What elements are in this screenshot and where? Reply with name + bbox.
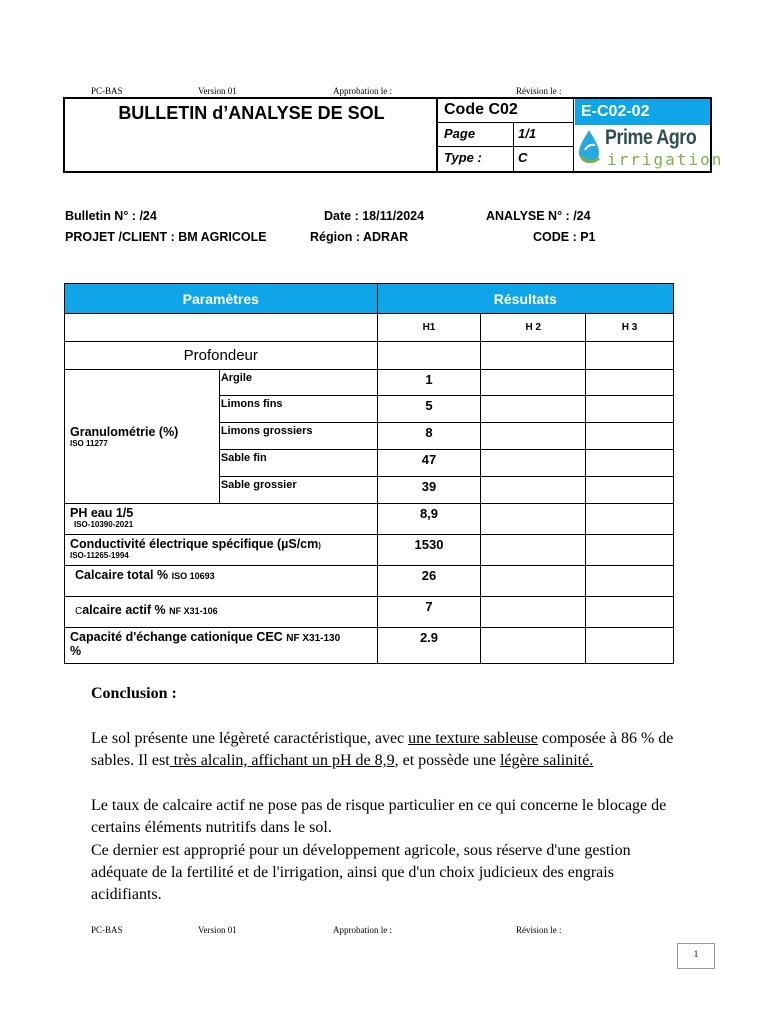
calcaire-actif-h2 (481, 597, 586, 628)
logo-text-primary: Prime Agro (605, 126, 697, 149)
table-header-row (65, 284, 674, 314)
argile-h1: 1 (377, 370, 481, 396)
project-client: PROJET /CLIENT : BM AGRICOLE (65, 230, 267, 244)
logo-text-secondary: irrigation (607, 150, 724, 169)
sable-grossier-h2 (481, 477, 586, 504)
document-title: BULLETIN d’ANALYSE DE SOL (118, 103, 385, 123)
ce-paren: ) (318, 541, 321, 550)
site-code: CODE : P1 (533, 230, 596, 244)
calcaire-actif-initial: C (75, 606, 83, 617)
ce-iso: ISO-11265-1994 (70, 551, 129, 560)
document-header (63, 97, 724, 173)
results-table (64, 283, 674, 664)
sable-fin-label: Sable fin (219, 450, 377, 477)
ph-h1: 8,9 (377, 504, 481, 535)
footer-revision: Révision le : (516, 925, 562, 935)
footer-approbation: Approbation le : (333, 925, 392, 935)
footer-revision: Révision le : (516, 86, 562, 96)
table-row (65, 597, 674, 628)
sable-fin-h2 (481, 450, 586, 477)
cec-iso: NF X31-130 (286, 633, 341, 644)
ph-label: PH eau 1/5 (70, 506, 134, 520)
footer-version: Version 01 (198, 86, 237, 96)
code-label: Code C02 (444, 101, 518, 118)
conclusion-highlight: une texture sableuse (408, 730, 538, 747)
calcaire-actif-h3 (586, 597, 674, 628)
conclusion-text: composée à 86 % de sables. Il est (91, 730, 674, 769)
table-row (65, 342, 674, 370)
calcaire-total-iso: ISO 10693 (171, 571, 215, 581)
granulometrie-iso: ISO 11277 (70, 439, 108, 448)
cec-h1: 2.9 (377, 628, 481, 664)
argile-label: Argile (219, 370, 377, 396)
limons-fins-h3 (586, 396, 674, 423)
profondeur-label: Profondeur (65, 342, 378, 370)
profondeur-h3 (586, 342, 674, 370)
cec-h3 (586, 628, 674, 664)
analysis-number: ANALYSE N° : /24 (486, 209, 591, 223)
type-label: Type : (444, 150, 482, 165)
granulometrie-cell (65, 370, 220, 504)
calcaire-total-label: Calcaire total % (75, 568, 169, 582)
type-value-cell (514, 147, 574, 171)
cec-h2 (481, 628, 586, 664)
footer-pc: PC-BAS (91, 925, 123, 935)
limons-fins-h1: 5 (377, 396, 481, 423)
profondeur-h2 (481, 342, 586, 370)
calcaire-total-h1: 26 (377, 566, 481, 597)
table-row (65, 504, 674, 535)
footer-pc: PC-BAS (91, 86, 123, 96)
table-row (65, 535, 674, 566)
limons-grossiers-label: Limons grossiers (219, 423, 377, 450)
table-row (65, 628, 674, 664)
limons-grossiers-h2 (481, 423, 586, 450)
conclusion-text: , et possède une (394, 752, 500, 769)
document-code: E-C02-02 (575, 99, 710, 125)
argile-h2 (481, 370, 586, 396)
ph-h3 (586, 504, 674, 535)
conclusion-highlight: très alcalin, affichant un pH de 8,9 (169, 752, 395, 769)
title-cell (65, 99, 438, 171)
granulometrie-label: Granulométrie (%) (70, 425, 179, 439)
calcaire-total-h3 (586, 566, 674, 597)
conclusion-text: Le sol présente une légèreté caractéristique, avec (91, 730, 409, 747)
calcaire-actif-cell (65, 597, 378, 628)
table-row (65, 370, 674, 396)
limons-fins-h2 (481, 396, 586, 423)
sable-grossier-h3 (586, 477, 674, 504)
cec-cell (65, 628, 378, 664)
bulletin-number: Bulletin N° : /24 (65, 209, 157, 223)
col-results-header: Résultats (377, 284, 673, 314)
limons-grossiers-h1: 8 (377, 423, 481, 450)
col-params-header: Paramètres (65, 284, 378, 314)
page-value: 1/1 (518, 126, 537, 141)
calcaire-total-cell (65, 566, 378, 597)
footer-approbation: Approbation le : (333, 86, 392, 96)
ph-cell (65, 504, 378, 535)
page-label-cell (438, 123, 514, 147)
cec-unit: % (70, 644, 82, 658)
type-label-cell (438, 147, 514, 171)
ce-h3 (586, 535, 674, 566)
ce-cell (65, 535, 378, 566)
h3-header: H 3 (586, 314, 674, 342)
sable-fin-h3 (586, 450, 674, 477)
ph-iso: ISO-10390-2021 (74, 520, 134, 529)
limons-grossiers-h3 (586, 423, 674, 450)
horizon-row (65, 314, 674, 342)
footer-version: Version 01 (198, 925, 237, 935)
sable-grossier-h1: 39 (377, 477, 481, 504)
page-number: 1 (677, 943, 715, 969)
limons-fins-label: Limons fins (219, 396, 377, 423)
conclusion-heading: Conclusion : (91, 685, 177, 702)
ph-h2 (481, 504, 586, 535)
calcaire-actif-h1: 7 (377, 597, 481, 628)
ce-h2 (481, 535, 586, 566)
sable-fin-h1: 47 (377, 450, 481, 477)
h1-header: H1 (377, 314, 481, 342)
profondeur-h1 (377, 342, 481, 370)
calcaire-total-h2 (481, 566, 586, 597)
sable-grossier-label: Sable grossier (219, 477, 377, 504)
conclusion-paragraph-3: Ce dernier est approprié pour un développement agricole, sous réserve d'une gestion adéquate de la fertilité et de l'irrigation, ainsi que d'un choix judicieux des engrais acidifiants. (91, 842, 631, 903)
page-label: Page (444, 126, 476, 141)
page-value-cell (514, 123, 574, 147)
region: Région : ADRAR (310, 230, 409, 244)
argile-h3 (586, 370, 674, 396)
table-row (65, 566, 674, 597)
conclusion-paragraph-2: Le taux de calcaire actif ne pose pas de risque particulier en ce qui concerne le blocage de certains éléments nutritifs dans le sol. (91, 797, 667, 836)
cec-label: Capacité d'échange cationique CEC (70, 630, 283, 644)
empty-cell (65, 314, 378, 342)
ce-label: Conductivité électrique spécifique (µS/cm (70, 537, 319, 551)
calcaire-actif-iso: NF X31-106 (169, 606, 218, 616)
calcaire-actif-label: alcaire actif % (82, 603, 166, 617)
company-logo (575, 126, 724, 171)
type-value: C (518, 150, 528, 165)
conclusion-paragraph-1 (91, 728, 681, 772)
conclusion-highlight: légère salinité. (499, 752, 594, 769)
h2-header: H 2 (481, 314, 586, 342)
analysis-date: Date : 18/11/2024 (324, 209, 425, 223)
ce-h1: 1530 (377, 535, 481, 566)
code-cell (438, 99, 574, 123)
